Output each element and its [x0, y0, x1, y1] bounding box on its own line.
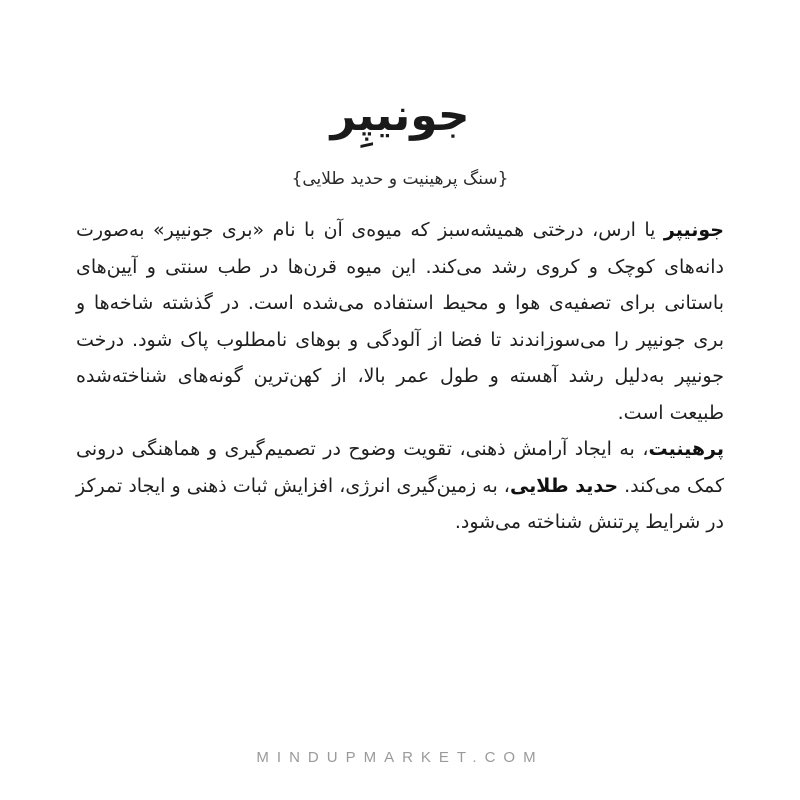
paragraph-stones: [76, 431, 724, 541]
juniper-lead: جونیپر: [663, 219, 724, 241]
page-subtitle: {سنگ پرهینیت و حدید طلایی}: [291, 169, 509, 189]
juniper-text: یا ارس، درختی همیشه‌سبز که میوه‌ی آن با نام «بری جونیپر» به‌صورت دانه‌های کوچک و کروی رشد می‌کند. این میوه قرن‌ها در طب سنتی و آیین‌های باستانی برای تصفیه‌ی هوا و محیط استفاده می‌شده است. در گذشته شاخه‌ها و بری جونیپر را می‌سوزاندند تا فضا از آلودگی و بوهای نامطلوب پاک شود. درخت جونیپر به‌دلیل رشد آهسته و طول عمر بالا، از کهن‌ترین گونه‌های شناخته‌شده طبیعت است.: [76, 219, 724, 424]
body-text: [76, 212, 724, 541]
paragraph-juniper: [76, 212, 724, 431]
prehnite-lead: پرهینیت: [648, 438, 724, 460]
footer-website: MINDUPMARKET.COM: [256, 749, 544, 766]
golden-hematite-text: ، به زمین‌گیری انرژی، افزایش ثبات ذهنی و ایجاد تمرکز در شرایط پرتنش شناخته می‌شود.: [76, 474, 724, 533]
page-title: جونیپِر: [330, 90, 470, 141]
golden-hematite-lead: حدید طلایی: [509, 474, 619, 497]
prehnite-text: ، به ایجاد آرامش ذهنی، تقویت وضوح در تصمیم‌گیری و هماهنگی درونی کمک می‌کند.: [76, 438, 724, 497]
